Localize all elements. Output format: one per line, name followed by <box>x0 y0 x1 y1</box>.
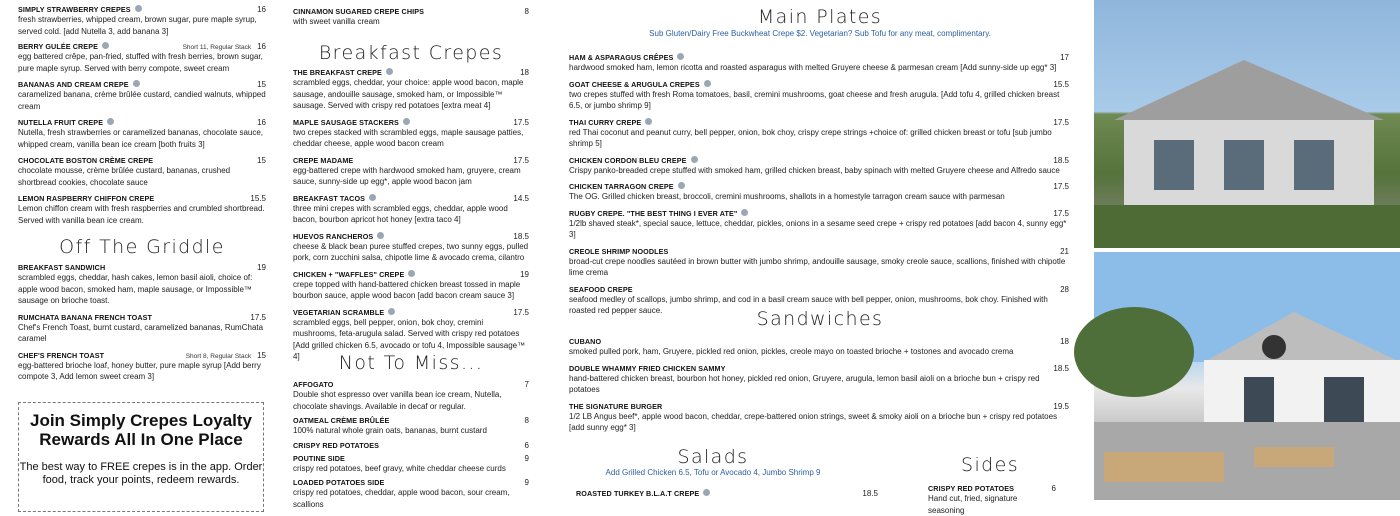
section-subtitle-salads: Add Grilled Chicken 6.5, Tofu or Avocado 4, Jumbo Shrimp 9 <box>605 468 821 477</box>
item-price: 21 <box>1060 246 1069 256</box>
section-title-sandwiches: Sandwiches <box>756 308 884 330</box>
info-icon[interactable] <box>107 118 114 125</box>
item-price: 17.5 <box>1053 182 1069 191</box>
item-description: red Thai coconut and peanut curry, bell pepper, onion, bok choy, crispy crepe strings +choice of: grilled chicken breast or tofu [sub jumbo shrimp 5] <box>569 127 1052 148</box>
menu-item <box>18 156 266 188</box>
info-icon[interactable] <box>135 5 142 12</box>
loyalty-promo-box <box>18 402 264 512</box>
item-description: Hand cut, fried, signature seasoning <box>928 494 1018 515</box>
item-name: OATMEAL CRÈME BRÛLÉE <box>293 416 390 425</box>
menu-item <box>18 194 266 226</box>
sandwiches-list <box>569 337 1069 440</box>
item-name: THAI CURRY CREPE <box>569 117 642 127</box>
item-price: 9 <box>524 453 529 463</box>
menu-item <box>569 182 1069 203</box>
item-description: seafood medley of scallops, jumbo shrimp, and cod in a basil cream sauce with bell pepper, onion, mushrooms, bok choy. Finished with roasted red pepper sauce. <box>569 294 1048 315</box>
menu-item <box>569 80 1069 112</box>
loyalty-title: Join Simply Crepes Loyalty Rewards All In One Place <box>29 411 252 449</box>
section-title-sides: Sides <box>961 454 1019 476</box>
item-price: 17.5 <box>513 155 529 165</box>
menu-item <box>576 489 878 498</box>
menu-item <box>293 118 529 150</box>
menu-item <box>293 68 529 112</box>
item-price: 17 <box>1060 53 1069 62</box>
menu-item <box>18 118 266 150</box>
info-icon[interactable] <box>408 270 415 277</box>
info-icon[interactable] <box>703 489 710 496</box>
item-name: BANANAS AND CREAM CREPE <box>18 80 129 89</box>
item-price: 15.5 <box>1053 79 1069 89</box>
section-title-breakfast-crepes: Breakfast Crepes <box>318 42 504 64</box>
menu-item <box>569 402 1069 434</box>
item-price: 16 <box>257 42 266 51</box>
item-description: Nutella, fresh strawberries or caramelized bananas, chocolate sauce, whipped cream, vanilla bean ice cream [both fruits 3] <box>18 128 264 149</box>
menu-item <box>569 53 1069 74</box>
section-title-salads: Salads <box>677 446 749 468</box>
item-name: DOUBLE WHAMMY FRIED CHICKEN SAMMY <box>569 363 726 373</box>
restaurant-patio-photo <box>1094 252 1400 500</box>
item-price: 15 <box>257 156 266 165</box>
item-description: scrambled eggs, cheddar, your choice: apple wood bacon, maple sausage, andouille sausage, smoked ham, or Impossible™ sausage. Served with crispy red potatoes [extra meat 4] <box>293 78 524 110</box>
item-description: The OG. Grilled chicken breast, broccoli, cremini mushrooms, shallots in a homestyle tarragon cream sauce with parmesan <box>569 192 1005 201</box>
item-name: CHEF'S FRENCH TOAST <box>18 350 105 360</box>
item-price: 18 <box>520 68 529 77</box>
sweet-crepes-list <box>18 5 266 232</box>
item-name: CHICKEN + "WAFFLES" CREPE <box>293 269 405 279</box>
section-title-griddle: Off The Griddle <box>59 236 225 258</box>
item-price: 16 <box>257 5 266 14</box>
item-description: scrambled eggs, cheddar, hash cakes, lemon basil aioli, choice of: apple wood bacon, smoked ham, maple sausage, or Impossible™ sausage on brioche toast. <box>18 273 253 305</box>
breakfast-crepes-list <box>293 68 529 369</box>
item-price: 7 <box>524 380 529 389</box>
menu-item <box>293 194 529 226</box>
item-name: CHICKEN TARRAGON CREPE <box>569 182 674 191</box>
item-price: 8 <box>524 7 529 16</box>
item-name: SEAFOOD CREPE <box>569 284 633 294</box>
item-note: Short 8, Regular Stack <box>185 352 252 360</box>
item-name: HAM & ASPARAGUS CRÊPES <box>569 53 674 62</box>
menu-item <box>293 478 529 510</box>
item-description: three mini crepes with scrambled eggs, cheddar, apple wood bacon, bourbon apricot hot honey [extra taco 4] <box>293 203 508 224</box>
info-icon[interactable] <box>102 42 109 49</box>
item-description: chocolate mousse, crème brûlée custard, bananas, crushed shortbread cookies, chocolate sauce <box>18 166 231 187</box>
menu-item <box>293 380 529 412</box>
item-description: caramelized banana, crème brûlée custard, candied walnuts, whipped cream <box>18 90 266 111</box>
menu-item <box>293 270 529 302</box>
item-description: crispy red potatoes, beef gravy, white cheddar cheese curds <box>293 463 506 473</box>
item-price: 18.5 <box>513 231 529 241</box>
item-price: 18 <box>1060 337 1069 346</box>
item-name: AFFOGATO <box>293 380 334 389</box>
info-icon[interactable] <box>741 209 748 216</box>
info-icon[interactable] <box>678 182 685 189</box>
item-name: CRISPY RED POTATOES <box>928 484 1015 493</box>
item-price: 14.5 <box>513 193 529 203</box>
item-name: CUBANO <box>569 337 602 346</box>
item-name: LEMON RASPBERRY CHIFFON CREPE <box>18 194 155 203</box>
menu-item <box>293 7 529 28</box>
item-description: two crepes stacked with scrambled eggs, maple sausage patties, cheddar cheese, apple wood bacon cream <box>293 127 524 148</box>
menu-item <box>18 80 266 112</box>
menu-item <box>18 263 266 307</box>
item-name: GOAT CHEESE & ARUGULA CREPES <box>569 79 700 89</box>
item-price: 17.5 <box>1053 117 1069 127</box>
item-name: BERRY GULÉE CREPE <box>18 42 98 51</box>
item-price: 18.5 <box>1053 363 1069 373</box>
item-price: 17.5 <box>250 312 266 322</box>
item-description: hand-battered chicken breast, bourbon hot honey, pickled red onion, Gruyere, arugula, lemon basil aioli on a brioche bun + crispy red potatoes <box>569 373 1040 394</box>
menu-item <box>569 364 1069 396</box>
item-price: 9 <box>524 478 529 487</box>
item-price: 15 <box>257 80 266 89</box>
item-name: MAPLE SAUSAGE STACKERS <box>293 117 399 127</box>
item-name: CREOLE SHRIMP NOODLES <box>569 246 669 256</box>
item-note: Short 11, Regular Stack <box>182 44 252 51</box>
item-name: ROASTED TURKEY B.L.A.T CREPE <box>576 489 700 498</box>
building-illustration <box>1094 0 1400 248</box>
menu-item <box>569 156 1069 177</box>
main-plates-list <box>569 53 1069 323</box>
menu-item <box>293 416 529 437</box>
restaurant-exterior-photo <box>1094 0 1400 248</box>
item-name: CHOCOLATE BOSTON CRÈME CREPE <box>18 156 154 165</box>
item-price: 15 <box>257 350 266 360</box>
menu-column-mains <box>560 0 1080 515</box>
item-name: CREPE MADAME <box>293 155 354 165</box>
item-description: fresh strawberries, whipped cream, brown sugar, pure maple syrup, served cold. [add Nutella 3, add banana 3] <box>18 15 257 36</box>
item-description: scrambled eggs, bell pepper, onion, bok choy, cremini mushrooms, feta-arugula salad. Served with crispy red potatoes [Add grilled chicken 6.5, avocado or tofu 4, Impossible sausage™ 4] <box>293 317 526 361</box>
item-price: 18.5 <box>1053 155 1069 165</box>
info-icon[interactable] <box>377 232 384 239</box>
item-description: crepe topped with hand-battered chicken breast tossed in maple bourbon sauce, apple wood bacon [add bacon cream sauce 3] <box>293 279 521 300</box>
info-icon[interactable] <box>691 156 698 163</box>
item-description: Double shot espresso over vanilla bean ice cream, Nutella, chocolate shavings. Available in decaf or regular. <box>293 390 502 411</box>
item-description: Lemon chiffon cream with fresh raspberries and crumbled shortbread. Served with vanilla bean ice cream. <box>18 204 265 225</box>
menu-item <box>569 337 1069 358</box>
item-description: 100% natural whole grain oats, bananas, burnt custard <box>293 426 487 435</box>
item-description: egg battered crêpe, pan-fried, stuffed with fresh berries, brown sugar, pure maple syrup. Served with berry compote, sweet cream <box>18 52 263 73</box>
item-price: 17.5 <box>513 307 529 317</box>
item-price: 18.5 <box>862 489 878 498</box>
info-icon[interactable] <box>403 118 410 125</box>
item-description: cheese & black bean puree stuffed crepes, two sunny eggs, pulled pork, corn zucchini salsa, chipotle lime & avocado crema, cilantro <box>293 241 529 262</box>
item-name: SIMPLY STRAWBERRY CREPES <box>18 5 131 14</box>
item-price: 16 <box>257 118 266 127</box>
menu-item <box>569 209 1069 241</box>
menu-item <box>569 247 1069 279</box>
item-description: two crepes stuffed with fresh Roma tomatoes, basil, cremini mushrooms, goat cheese and fresh arugula. [Add tofu 4, grilled chicken breast 6.5, or jumbo shrimp 9] <box>569 89 1060 110</box>
item-description: 1/2 LB Angus beef*, apple wood bacon, cheddar, crepe-battered onion strings, sweet & smoky aioli on a brioche bun + crispy red potatoes [add sunny egg* 3] <box>569 411 1058 432</box>
item-price: 28 <box>1060 284 1069 294</box>
menu-item <box>928 484 1056 516</box>
item-description: 1/2lb shaved steak*, special sauce, lettuce, cheddar, pickles, onions in a sesame seed crepe + crispy red potatoes [add bacon 4, sunny egg* 3] <box>569 218 1067 239</box>
item-price: 17.5 <box>513 117 529 127</box>
info-icon[interactable] <box>677 53 684 60</box>
item-name: THE SIGNATURE BURGER <box>569 401 663 411</box>
menu-item <box>293 454 529 475</box>
menu-item <box>18 42 266 74</box>
menu-item <box>569 118 1069 150</box>
menu-column-breakfast <box>288 0 532 509</box>
section-subtitle-main-plates: Sub Gluten/Dairy Free Buckwheat Crepe $2. Vegetarian? Sub Tofu for any meat, complimentary. <box>649 29 991 38</box>
item-name: POUTINE SIDE <box>293 453 345 463</box>
item-price: 8 <box>524 416 529 425</box>
item-description: Chef's French Toast, burnt custard, caramelized bananas, RumChata caramel <box>18 322 264 343</box>
info-icon[interactable] <box>704 80 711 87</box>
item-name: VEGETARIAN SCRAMBLE <box>293 307 385 317</box>
menu-item <box>18 5 266 37</box>
info-icon[interactable] <box>386 68 393 75</box>
item-description: crispy red potatoes, cheddar, apple wood bacon, sour cream, scallions <box>293 488 510 509</box>
item-name: CINNAMON SUGARED CREPE CHIPS <box>293 7 424 16</box>
loyalty-text: The best way to FREE crepes is in the app. Order food, track your points, redeem rewards. <box>19 461 263 486</box>
info-icon[interactable] <box>133 80 140 87</box>
item-name: RUGBY CREPE. "THE BEST THING I EVER ATE" <box>569 208 738 218</box>
item-description: with sweet vanilla cream <box>293 17 380 26</box>
menu-item <box>18 351 266 383</box>
not-to-miss-list <box>293 380 529 514</box>
menu-column-desserts-griddle <box>0 0 272 500</box>
item-price: 19 <box>257 263 266 272</box>
item-price: 19 <box>520 269 529 279</box>
section-title-main-plates: Main Plates <box>757 6 883 28</box>
item-price: 19.5 <box>1053 401 1069 411</box>
item-price: 6 <box>1051 484 1056 493</box>
item-description: hardwood smoked ham, lemon ricotta and roasted asparagus with melted Gruyere cheese & parmesan cream [Add sunny-side up egg* 3] <box>569 63 1057 72</box>
item-name: HUEVOS RANCHEROS <box>293 231 374 241</box>
item-description: egg-battered brioche loaf, honey butter, pure maple syrup [Add berry compote 3, Add lemon sweet cream 3] <box>18 360 261 381</box>
menu-item <box>293 441 529 450</box>
item-description: Crispy panko-breaded crepe stuffed with smoked ham, grilled chicken breast, baby spinach with melted Gruyere cheese and Alfredo sauce <box>569 165 1060 175</box>
item-price: 6 <box>524 440 529 450</box>
item-name: BREAKFAST SANDWICH <box>18 263 106 272</box>
item-name: LOADED POTATOES SIDE <box>293 478 385 487</box>
item-price: 15.5 <box>250 194 266 203</box>
item-description: smoked pulled pork, ham, Gruyere, pickled red onion, pickles, creole mayo on toasted brioche + tostones and avocado crema <box>569 347 1014 356</box>
item-name: NUTELLA FRUIT CREPE <box>18 118 104 127</box>
item-name: CRISPY RED POTATOES <box>293 440 380 450</box>
item-name: RUMCHATA BANANA FRENCH TOAST <box>18 312 153 322</box>
info-icon[interactable] <box>369 194 376 201</box>
item-name: CHICKEN CORDON BLEU CREPE <box>569 155 687 165</box>
menu-item <box>293 232 529 264</box>
item-name: THE BREAKFAST CREPE <box>293 68 382 77</box>
item-description: egg-battered crepe with hardwood smoked ham, gruyere, cream sauce, sunny-side up egg*, apple wood bacon jam <box>293 165 521 186</box>
griddle-list <box>18 263 266 389</box>
item-price: 17.5 <box>1053 208 1069 218</box>
info-icon[interactable] <box>388 308 395 315</box>
item-description: broad-cut crepe noodles sautéed in brown butter with jumbo shrimp, andouille sausage, smoky creole sauce, scallions, finished with chipotle lime crema <box>569 256 1066 277</box>
menu-item <box>293 156 529 188</box>
section-title-not-to-miss: Not To Miss... <box>338 352 484 374</box>
item-name: BREAKFAST TACOS <box>293 193 366 203</box>
menu-item <box>18 313 266 345</box>
patio-illustration <box>1094 252 1400 500</box>
photo-column <box>1094 0 1400 500</box>
info-icon[interactable] <box>645 118 652 125</box>
